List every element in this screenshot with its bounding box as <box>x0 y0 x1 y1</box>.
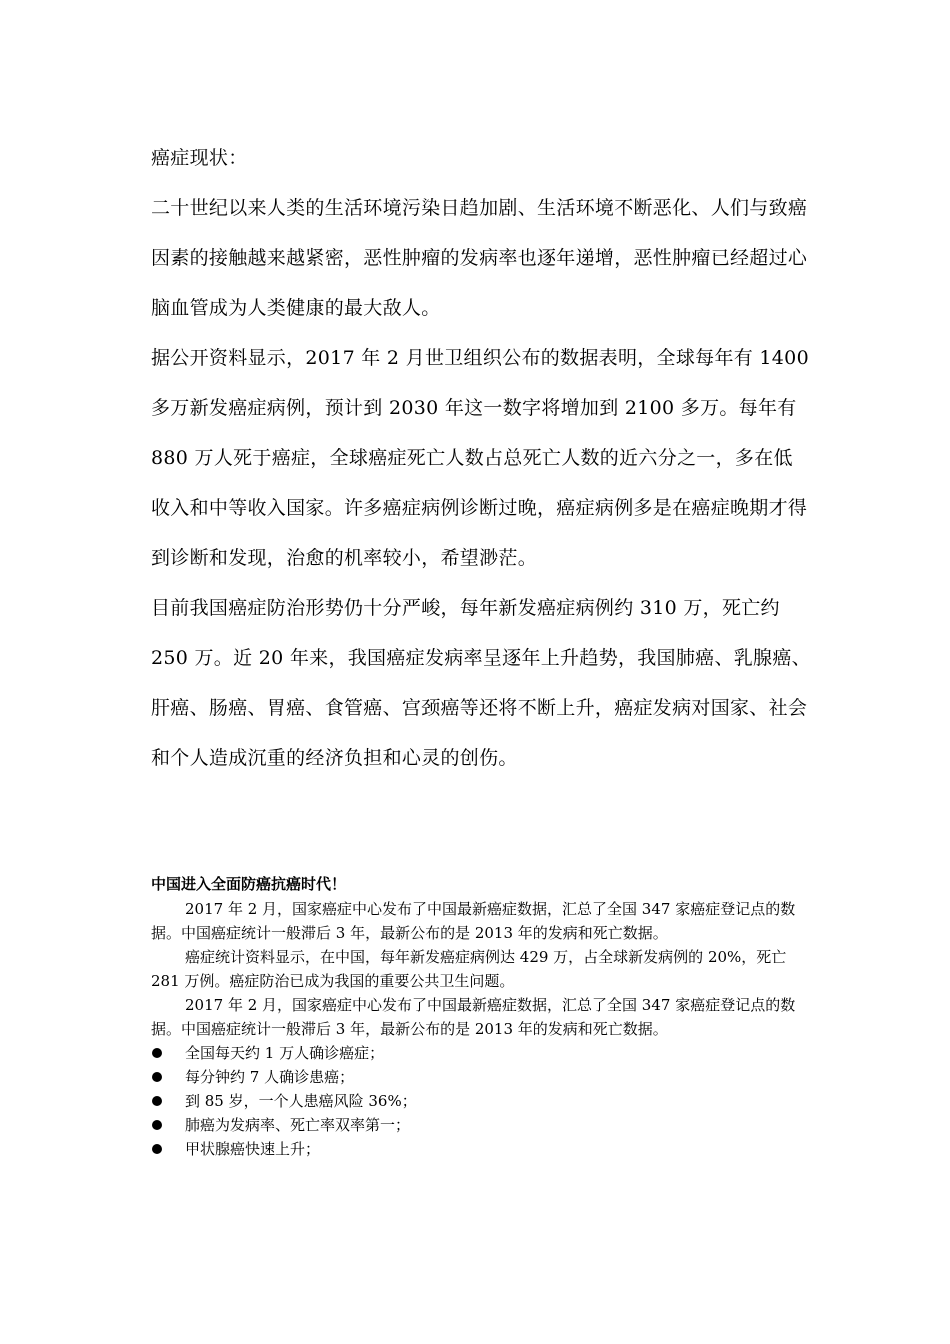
list-item-text: 全国每天约 1 万人确诊癌症； <box>185 1044 385 1062</box>
bullet-icon <box>152 1072 162 1082</box>
paragraph-cancer-center-release: 2017 年 2 月，国家癌症中心发布了中国最新癌症数据，汇总了全国 347 家癌症登记点的数据。中国癌症统计一般滞后 3 年，最新公布的是 2013 年的发病和死亡数据。 <box>151 900 796 942</box>
paragraph-environment: 二十世纪以来人类的生活环境污染日趋加剧、生活环境不断恶化、人们与致癌因素的接触越来越紧密，恶性肿瘤的发病率也逐年递增，恶性肿瘤已经超过心脑血管成为人类健康的最大敌人。 <box>151 197 808 319</box>
paragraph-china-situation: 目前我国癌症防治形势仍十分严峻，每年新发癌症病例约 310 万，死亡约 250 万。近 20 年来，我国癌症发病率呈逐年上升趋势，我国肺癌、乳腺癌、肝癌、肠癌、胃癌、食管癌、宫颈癌等还将不断上升，癌症发病对国家、社会和个人造成沉重的经济负担和心灵的创伤。 <box>151 597 811 769</box>
list-item-text: 每分钟约 7 人确诊患癌； <box>185 1068 355 1086</box>
list-item <box>151 1041 811 1065</box>
list-item-text: 肺癌为发病率、死亡率双率第一； <box>185 1116 411 1134</box>
bullet-icon <box>152 1096 162 1106</box>
bullet-icon <box>152 1048 162 1058</box>
bullet-icon <box>152 1120 162 1130</box>
bullet-icon <box>152 1144 162 1154</box>
paragraph-cancer-center-release-repeat: 2017 年 2 月，国家癌症中心发布了中国最新癌症数据，汇总了全国 347 家癌症登记点的数据。中国癌症统计一般滞后 3 年，最新公布的是 2013 年的发病和死亡数据。 <box>151 996 796 1038</box>
paragraph-statistics: 癌症统计资料显示，在中国，每年新发癌症病例达 429 万，占全球新发病例的 20%，死亡 281 万例。癌症防治已成为我国的重要公共卫生问题。 <box>151 948 787 990</box>
china-anticancer-section <box>151 897 811 1161</box>
section-title: 癌症现状： <box>151 147 248 169</box>
list-item <box>151 1065 811 1089</box>
list-item <box>151 1113 811 1137</box>
facts-list <box>151 1041 811 1161</box>
list-item-text: 到 85 岁，一个人患癌风险 36%； <box>185 1092 417 1110</box>
section-heading: 中国进入全面防癌抗癌时代！ <box>151 875 347 893</box>
paragraph-global-data: 据公开资料显示，2017 年 2 月世卫组织公布的数据表明，全球每年有 1400 多万新发癌症病例，预计到 2030 年这一数字将增加到 2100 多万。每年有 880 万人死于癌症，全球癌症死亡人数占总死亡人数的近六分之一，多在低收入和中等收入国家。许多癌症病例诊断过晚，癌症病例多是在癌症晚期才得到诊断和发现，治愈的机率较小，希望渺茫。 <box>151 347 809 569</box>
list-item-text: 甲状腺癌快速上升； <box>185 1140 321 1158</box>
cancer-status-section <box>151 133 811 783</box>
list-item <box>151 1089 811 1113</box>
list-item <box>151 1137 811 1161</box>
